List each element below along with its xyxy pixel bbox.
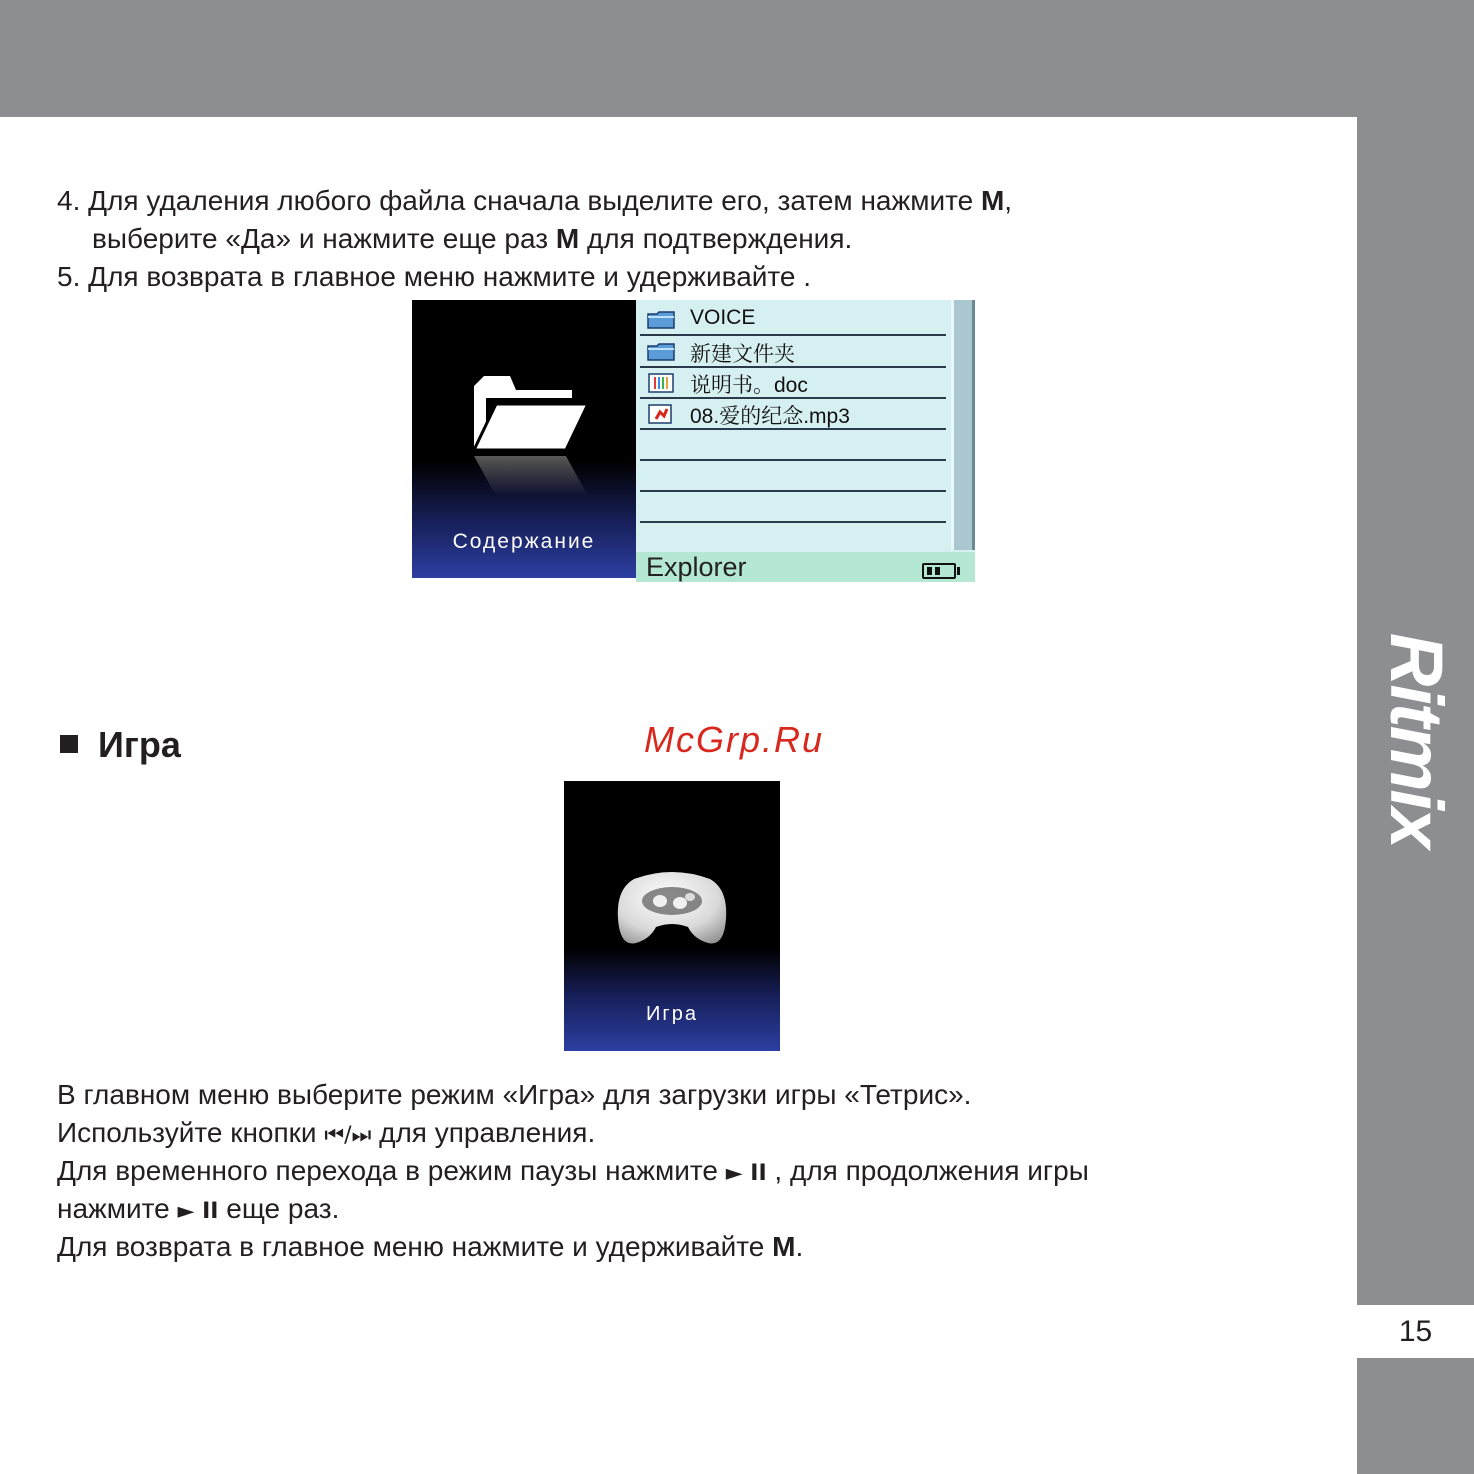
file-list-panel [636, 300, 975, 582]
folder-icon [646, 342, 676, 362]
game-screen-label: Игра [646, 1003, 698, 1025]
step-4-text: 4. Для удаления любого файла сначала выделите его, затем нажмите [57, 185, 981, 216]
game-line-4 [57, 1190, 339, 1231]
step-4-line-2-key: M [555, 223, 580, 254]
file-list-item[interactable] [640, 336, 946, 368]
step-4-end: , [1004, 185, 1013, 216]
step-4-line-2 [57, 220, 852, 258]
game-line-5-key: M [772, 1231, 796, 1262]
document-icon [646, 373, 676, 393]
game-line-5 [57, 1228, 803, 1266]
step-4-line-2-end: для подтверждения. [579, 223, 853, 254]
file-list-item[interactable] [640, 367, 946, 399]
game-line-5-end: . [795, 1231, 804, 1262]
game-line-2-end: для управления. [371, 1117, 596, 1148]
gamepad-icon [614, 869, 730, 951]
game-line-1: В главном меню выберите режим «Игра» для загрузки игры «Тетрис». [57, 1079, 972, 1110]
explorer-status-bar [636, 552, 975, 582]
battery-icon [922, 563, 956, 579]
scrollbar[interactable] [951, 300, 975, 550]
file-name: 说明书。doc [690, 374, 808, 397]
step-4 [57, 182, 1012, 220]
game-line-2-text: Используйте кнопки [57, 1117, 325, 1148]
step-4-key: M [980, 185, 1005, 216]
explorer-menu-panel [412, 300, 636, 578]
file-list-item[interactable] [640, 491, 946, 523]
step-5: 5. Для возврата в главное меню нажмите и удерживайте . [57, 261, 812, 292]
game-line-3-end: , для продолжения игры [766, 1155, 1089, 1186]
file-list-item[interactable] [640, 460, 946, 492]
file-name: 08.爱的纪念.mp3 [690, 405, 850, 428]
game-line-4-end: еще раз. [218, 1193, 340, 1224]
open-folder-icon [412, 300, 636, 500]
game-line-5-text: Для возврата в главное меню нажмите и удерживайте [57, 1231, 773, 1262]
step-4-line-2-text: выберите «Да» и нажмите еще раз [92, 223, 556, 254]
page-number: 15 [1357, 1305, 1474, 1358]
explorer-menu-label: Содержание [452, 530, 596, 553]
explorer-title: Explorer [646, 552, 747, 582]
file-list-item[interactable] [640, 522, 946, 554]
play-pause-icon: ► II [725, 1161, 767, 1186]
folder-icon [646, 310, 676, 330]
file-list-item[interactable] [640, 304, 946, 336]
file-name: VOICE [690, 306, 756, 329]
game-line-3-text: Для временного перехода в режим паузы нажмите [57, 1155, 726, 1186]
brand-logo: Ritmix [1375, 632, 1458, 848]
game-screen [564, 781, 780, 1051]
prev-next-icon: ⏮/⏭ [324, 1123, 372, 1148]
file-list-item[interactable] [640, 429, 946, 461]
section-heading [60, 724, 181, 766]
watermark: McGrp.Ru [644, 719, 825, 760]
bullet-square-icon [60, 735, 78, 753]
game-line-2 [57, 1114, 595, 1155]
file-list-item[interactable] [640, 398, 946, 430]
file-name: 新建文件夹 [690, 343, 795, 366]
music-file-icon [646, 404, 676, 424]
game-line-4-text: нажмите [57, 1193, 178, 1224]
section-heading-text: Игра [98, 724, 181, 765]
game-line-3 [57, 1152, 1089, 1193]
top-band [0, 0, 1474, 117]
play-pause-icon: ► II [177, 1199, 219, 1224]
explorer-screen [412, 300, 975, 582]
